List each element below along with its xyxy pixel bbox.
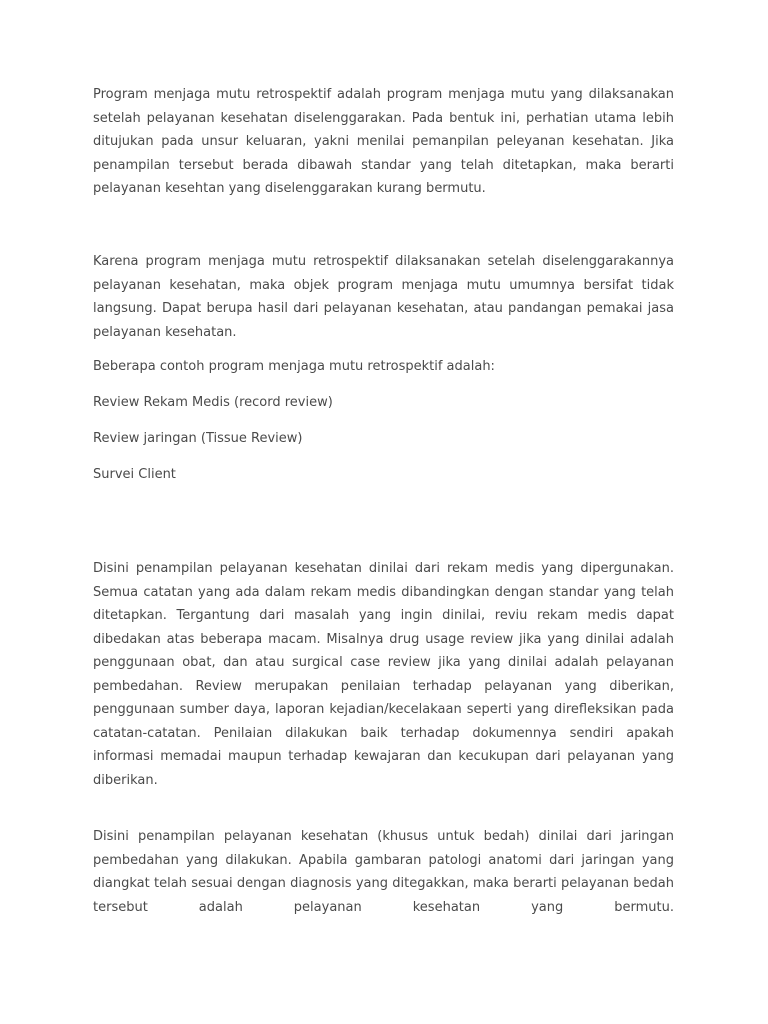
- list-item-record-review: Review Rekam Medis (record review): [93, 395, 333, 410]
- paragraph-examples-heading: Beberapa contoh program menjaga mutu retrospektif adalah:: [93, 359, 495, 374]
- paragraph-record-review: Disini penampilan pelayanan kesehatan dinilai dari rekam medis yang dipergunakan. Semua catatan yang ada dalam rekam medis dibandingkan dengan standar yang telah ditetapkan. Tergantung dari masalah yang ingin dinilai, reviu rekam medis dapat dibedakan atas beberapa macam. Misalnya drug usage review jika yang dinilai adalah penggunaan obat, dan atau surgical case review jika yang dinilai adalah pelayanan pembedahan. Review merupakan penilaian terhadap pelayanan yang diberikan, penggunaan sumber daya, laporan kejadian/kecelakaan seperti yang direfleksikan pada catatan-catatan. Penilaian dilakukan baik terhadap dokumennya sendiri apakah informasi memadai maupun terhadap kewajaran dan kecukupan dari pelayanan yang diberikan.: [93, 561, 674, 788]
- list-item-client-survey: Survei Client: [93, 467, 176, 482]
- list-item-tissue-review: Review jaringan (Tissue Review): [93, 431, 303, 446]
- paragraph-intro: Program menjaga mutu retrospektif adalah program menjaga mutu yang dilaksanakan setelah pelayanan kesehatan diselenggarakan. Pada bentuk ini, perhatian utama lebih ditujukan pada unsur keluaran, yakni menilai pemanpilan peleyanan kesehatan. Jika penampilan tersebut berada dibawah standar yang telah ditetapkan, maka berarti pelayanan kesehtan yang diselenggarakan kurang bermutu.: [93, 87, 674, 196]
- paragraph-tissue-review: Disini penampilan pelayanan kesehatan (khusus untuk bedah) dinilai dari jaringan pembedahan yang dilakukan. Apabila gambaran patologi anatomi dari jaringan yang diangkat telah sesuai dengan diagnosis yang ditegakkan, maka berarti pelayanan bedah tersebut adalah pelayanan kesehatan yang bermutu.: [93, 829, 674, 915]
- paragraph-object: Karena program menjaga mutu retrospektif dilaksanakan setelah diselenggarakannya pelayanan kesehatan, maka objek program menjaga mutu umumnya bersifat tidak langsung. Dapat berupa hasil dari pelayanan kesehatan, atau pandangan pemakai jasa pelayanan kesehatan.: [93, 254, 674, 340]
